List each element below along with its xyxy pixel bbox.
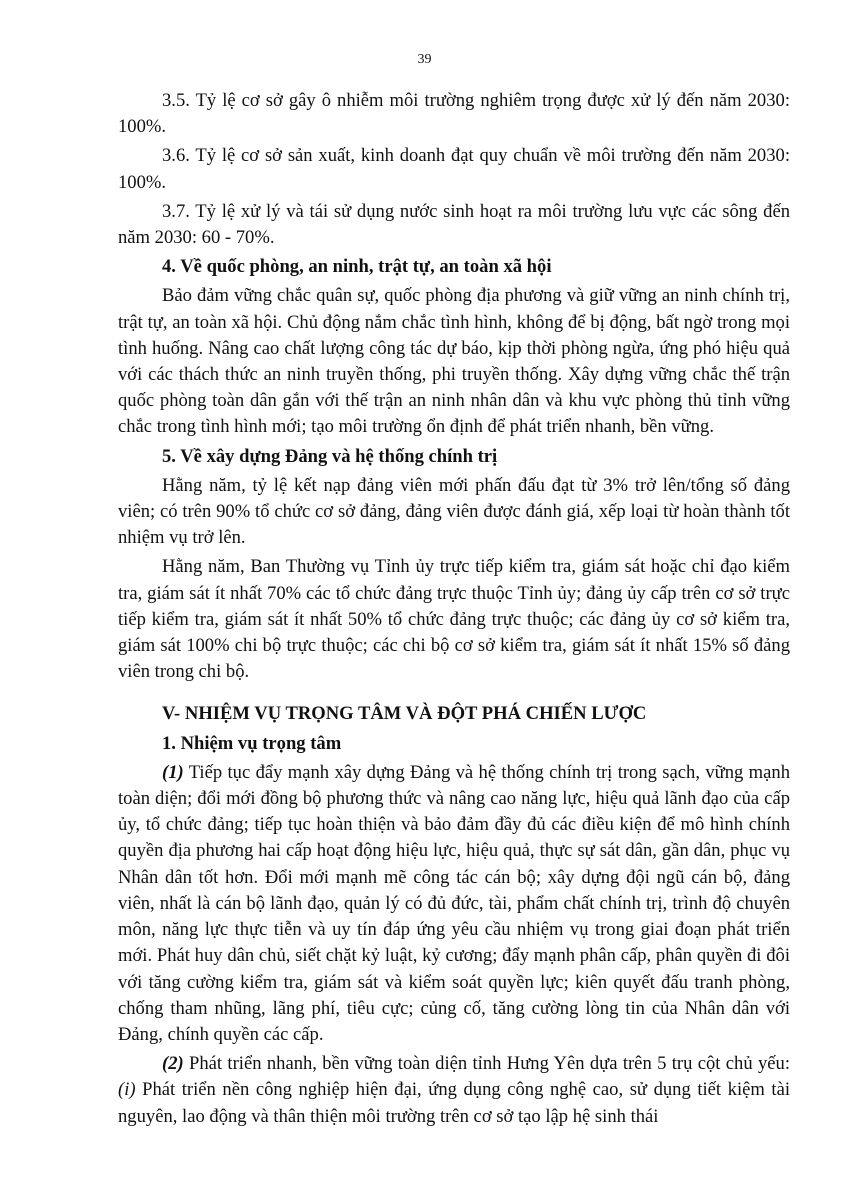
paragraph-task-2	[118, 1051, 790, 1130]
task-2-sub-label: (i)	[118, 1079, 136, 1101]
section-heading-4: 4. Về quốc phòng, an ninh, trật tự, an toàn xã hội	[162, 256, 552, 278]
paragraph-3-5: 3.5. Tỷ lệ cơ sở gây ô nhiễm môi trường nghiêm trọng được xử lý đến năm 2030: 100%.	[118, 90, 790, 138]
task-1-label: (1)	[162, 761, 184, 783]
section-heading-5: 5. Về xây dựng Đảng và hệ thống chính trị	[162, 445, 498, 467]
task-2-label: (2)	[162, 1053, 184, 1075]
task-2-text-a: Phát triển nhanh, bền vững toàn diện tỉnh Hưng Yên dựa trên 5 trụ cột chủ yếu:	[183, 1053, 790, 1075]
subsection-heading-1: 1. Nhiệm vụ trọng tâm	[162, 732, 342, 754]
paragraph-3-6: 3.6. Tỷ lệ cơ sở sản xuất, kinh doanh đạt quy chuẩn về môi trường đến năm 2030: 100%.	[118, 145, 790, 193]
paragraph-party-inspection: Hằng năm, Ban Thường vụ Tỉnh ủy trực tiếp kiểm tra, giám sát hoặc chỉ đạo kiểm tra, giám sát ít nhất 70% các tổ chức đảng trực thuộc Tỉnh ủy; đảng ủy cấp trên cơ sở trực tiếp kiểm tra, giám sát ít nhất 50% tổ chức đảng trực thuộc; các đảng ủy cơ sở kiểm tra, giám sát 100% chi bộ trực thuộc; các chi bộ cơ sở kiểm tra, giám sát ít nhất 15% số đảng viên trong chi bộ.	[118, 556, 790, 683]
document-body	[118, 88, 790, 1133]
task-1-text: Tiếp tục đẩy mạnh xây dựng Đảng và hệ thống chính trị trong sạch, vững mạnh toàn diện; đổi mới đồng bộ phương thức và nâng cao năng lực, hiệu quả lãnh đạo của cấp ủy, tổ chức đảng; tiếp tục hoàn thiện và bảo đảm đầy đủ các điều kiện để mô hình chính quyền địa phương hai cấp hoạt động hiệu lực, hiệu quả, thực sự sát dân, gần dân, phục vụ Nhân dân tốt hơn. Đổi mới mạnh mẽ công tác cán bộ; xây dựng đội ngũ cán bộ, đảng viên, nhất là cán bộ lãnh đạo, quản lý có đủ đức, tài, phẩm chất chính trị, trình độ chuyên môn, năng lực thực tiễn và uy tín đáp ứng yêu cầu nhiệm vụ trong giai đoạn phát triển mới. Phát huy dân chủ, siết chặt kỷ luật, kỷ cương; đẩy mạnh phân cấp, phân quyền đi đôi với tăng cường kiểm tra, giám sát và kiểm soát quyền lực; kiên quyết đấu tranh phòng, chống tham nhũng, lãng phí, tiêu cực; củng cố, tăng cường lòng tin của Nhân dân với Đảng, chính quyền các cấp.	[118, 761, 790, 1045]
page-number: 39	[417, 52, 432, 67]
paragraph-party-admission: Hằng năm, tỷ lệ kết nạp đảng viên mới phấn đấu đạt từ 3% trở lên/tổng số đảng viên; có trên 90% tổ chức cơ sở đảng, đảng viên được đánh giá, xếp loại từ hoàn thành tốt nhiệm vụ trở lên.	[118, 474, 790, 549]
task-2-text-b: Phát triển nền công nghiệp hiện đại, ứng dụng công nghệ cao, sử dụng tiết kiệm tài nguyên, lao động và thân thiện môi trường trên cơ sở tạo lập hệ sinh thái	[118, 1079, 790, 1127]
section-heading-V: V- NHIỆM VỤ TRỌNG TÂM VÀ ĐỘT PHÁ CHIẾN LƯỢC	[162, 703, 647, 725]
paragraph-task-1	[118, 760, 790, 1048]
paragraph-3-7: 3.7. Tỷ lệ xử lý và tái sử dụng nước sinh hoạt ra môi trường lưu vực các sông đến năm 2030: 60 - 70%.	[118, 200, 790, 249]
paragraph-defense: Bảo đảm vững chắc quân sự, quốc phòng địa phương và giữ vững an ninh chính trị, trật tự, an toàn xã hội. Chủ động nắm chắc tình hình, không để bị động, bất ngờ trong mọi tình huống. Nâng cao chất lượng công tác dự báo, kịp thời phòng ngừa, ứng phó hiệu quả với các thách thức an ninh truyền thống, phi truyền thống. Xây dựng vững chắc thế trận quốc phòng toàn dân gắn với thế trận an ninh nhân dân và khu vực phòng thủ tỉnh vững chắc trong tình hình mới; tạo môi trường ổn định để phát triển nhanh, bền vững.	[118, 285, 790, 438]
